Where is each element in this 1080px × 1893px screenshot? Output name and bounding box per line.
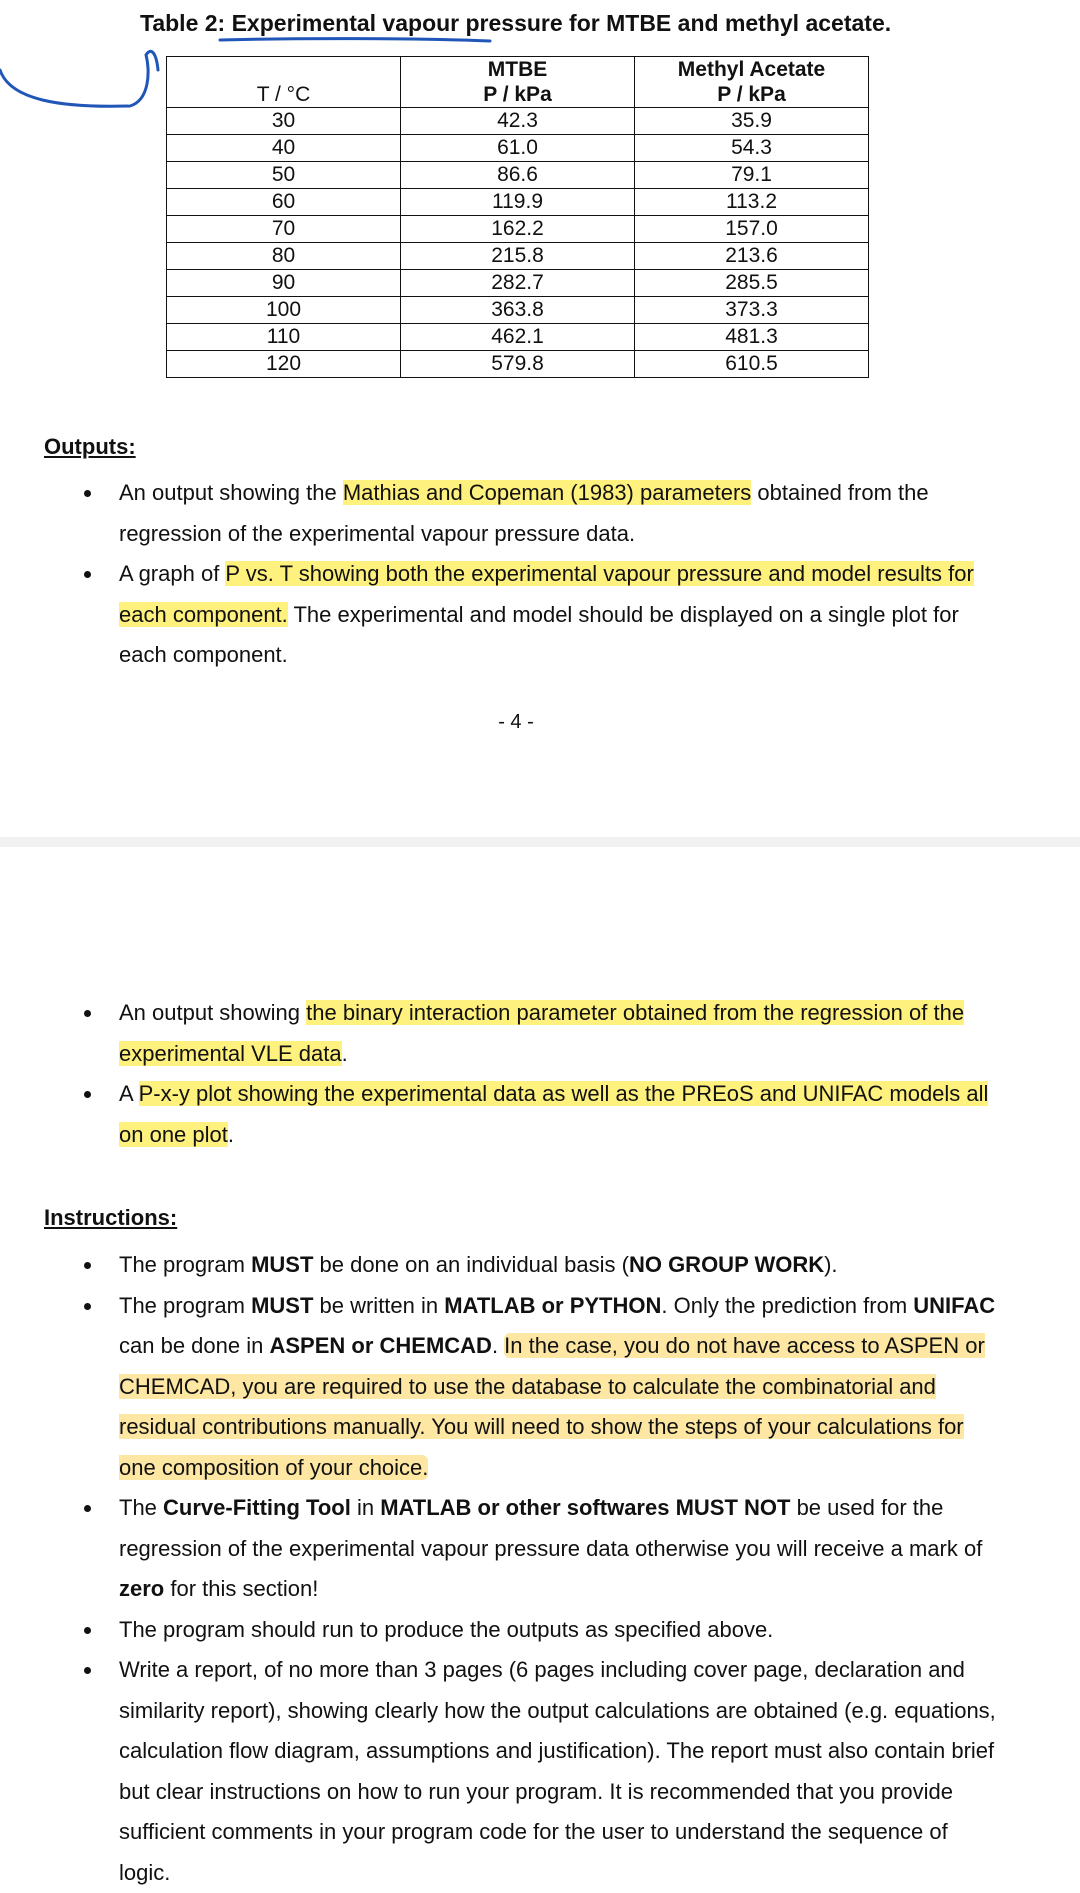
table-header-row (167, 57, 869, 108)
list-item: The program MUST be written in MATLAB or PYTHON. Only the prediction from UNIFAC can be done in ASPEN or CHEMCAD. In the case, you do not have access to ASPEN or CHEMCAD, you are required to use the database to calculate the combinatorial and residual contributions manually. You will need to show the steps of your calculations for one composition of your choice. (0, 1286, 1080, 1489)
table-row: 100 363.8 373.3 (167, 297, 869, 324)
list-item: A graph of P vs. T showing both the experimental vapour pressure and model results for each component. The experimental and model should be displayed on a single plot for each component. (0, 554, 1080, 676)
table-title: Table 2: Experimental vapour pressure for MTBE and methyl acetate. (140, 10, 892, 36)
table-row: 90 282.7 285.5 (167, 270, 869, 297)
header-mtbe: MTBE P / kPa (401, 57, 635, 108)
header-methyl-acetate: Methyl Acetate P / kPa (635, 57, 869, 108)
instructions-heading: Instructions: (44, 1205, 178, 1230)
list-item: The program should run to produce the outputs as specified above. (0, 1610, 1080, 1651)
outputs-heading: Outputs: (44, 434, 136, 459)
list-item: A P-x-y plot showing the experimental data as well as the PREoS and UNIFAC models all on one plot. (0, 1074, 1080, 1155)
page-break (0, 837, 1080, 847)
outputs-list-continued (0, 993, 1080, 1155)
table-row: 110 462.1 481.3 (167, 324, 869, 351)
table-row: 120 579.8 610.5 (167, 351, 869, 378)
list-item: The Curve-Fitting Tool in MATLAB or other softwares MUST NOT be used for the regression of the experimental vapour pressure data otherwise you will receive a mark of zero for this section! (0, 1488, 1080, 1610)
instructions-list (0, 1245, 1080, 1893)
list-item: An output showing the binary interaction parameter obtained from the regression of the experimental VLE data. (0, 993, 1080, 1074)
table-row: 70 162.2 157.0 (167, 216, 869, 243)
list-item: Write a report, of no more than 3 pages (6 pages including cover page, declaration and similarity report), showing clearly how the output calculations are obtained (e.g. equations, calculation flow diagram, assumptions and justification). The report must also contain brief but clear instructions on how to run your program. It is recommended that you provide sufficient comments in your program code for the user to understand the sequence of logic. (0, 1650, 1080, 1893)
table-row: 80 215.8 213.6 (167, 243, 869, 270)
list-item: The program MUST be done on an individual basis (NO GROUP WORK). (0, 1245, 1080, 1286)
vapour-pressure-table (166, 56, 869, 378)
table-row: 40 61.0 54.3 (167, 135, 869, 162)
page-number: - 4 - (498, 711, 534, 733)
title-underline-annotation (218, 36, 493, 44)
table-row: 30 42.3 35.9 (167, 108, 869, 135)
table-row: 50 86.6 79.1 (167, 162, 869, 189)
outputs-list (0, 473, 1080, 676)
table-row: 60 119.9 113.2 (167, 189, 869, 216)
list-item: An output showing the Mathias and Copeman (1983) parameters obtained from the regression of the experimental vapour pressure data. (0, 473, 1080, 554)
header-temperature: T / °C (167, 57, 401, 108)
